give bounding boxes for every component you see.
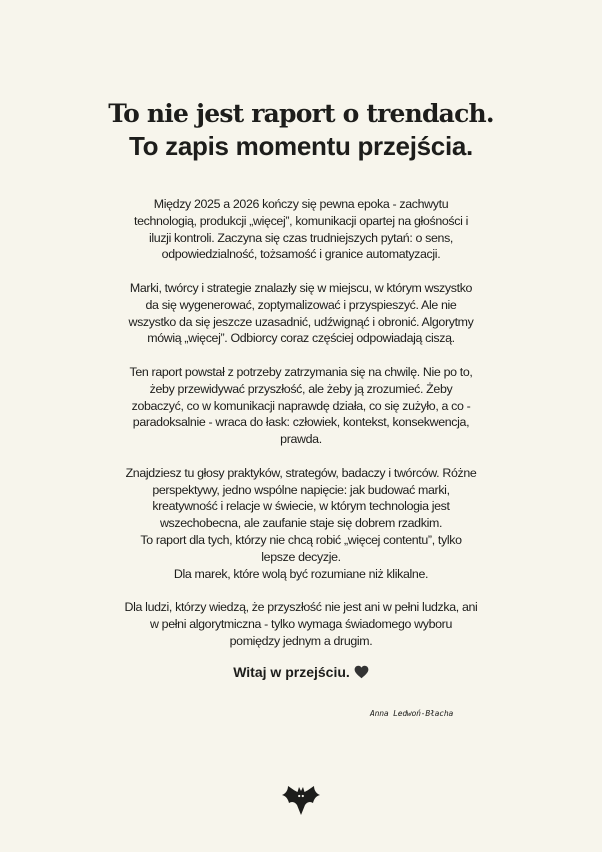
paragraph-line: Między 2025 a 2026 kończy się pewna epoka - zachwytu: [153, 197, 449, 211]
paragraph-line: Dla ludzi, którzy wiedzą, że przyszłość nie jest ani w pełni ludzka, ani: [124, 600, 478, 615]
paragraph-line: perspektywy, jedno wspólne napięcie: jak budować marki,: [152, 482, 450, 497]
paragraph-line: Dla marek, które wolą być rozumiane niż klikalne.: [173, 566, 429, 581]
body-paragraph: [88, 280, 514, 347]
paragraph-line: wszechobecna, ale zaufanie staje się dobrem rzadkim.: [159, 516, 443, 531]
body-paragraph: [88, 196, 514, 263]
author-signature: Anna Ledwoń-Błacha: [370, 709, 454, 718]
paragraph-line: lepsze decyzje.: [261, 549, 341, 564]
title-line-2: To zapis momentu przejścia.: [129, 131, 473, 161]
body-text: [88, 196, 514, 666]
paragraph-line: technologią, produkcji „więcej”, komunikacji opartej na głośności i: [134, 213, 468, 228]
paragraph-line: pomiędzy jednym a drugim.: [229, 633, 373, 648]
paragraph-line: w pełni algorytmiczna - tylko wymaga świadomego wyboru: [149, 616, 452, 631]
bat-logo-icon: [281, 785, 321, 822]
paragraph-line: da się wygenerować, zoptymalizować i przyspieszyć. Ale nie: [145, 297, 457, 312]
paragraph-line: kreatywność i relacje w świecie, w którym technologia jest: [152, 499, 450, 514]
paragraph-line: prawda.: [280, 432, 322, 447]
paragraph-line: zobaczyć, co w komunikacji naprawdę działa, co się zużyło, a co -: [131, 398, 471, 413]
paragraph-line: mówią „więcej”. Odbiorcy coraz częściej odpowiadają ciszą.: [147, 331, 455, 346]
body-paragraph: [88, 364, 514, 448]
title-line-1: To nie jest raport o trendach.: [108, 99, 494, 128]
paragraph-line: iluzji kontroli. Zaczyna się czas trudniejszych pytań: o sens,: [148, 230, 454, 245]
paragraph-line: odpowiedzialność, tożsamość i granice automatyzacji.: [161, 247, 441, 262]
heart-icon: [354, 665, 369, 682]
welcome-text: Witaj w przejściu.: [233, 664, 350, 680]
paragraph-line: Ten raport powstał z potrzeby zatrzymania się na chwilę. Nie po to,: [129, 364, 473, 379]
body-paragraph: [88, 599, 514, 649]
paragraph-line: wszystko da się jeszcze uzasadnić, udźwignąć i obronić. Algorytmy: [128, 314, 474, 329]
paragraph-line: Znajdziesz tu głosy praktyków, strategów, badaczy i twórców. Różne: [125, 465, 477, 480]
paragraph-line: Marki, twórcy i strategie znalazły się w miejscu, w którym wszystko: [129, 280, 473, 295]
paragraph-line: żeby przewidywać przyszłość, ale żeby ją zrozumieć. Żeby: [149, 381, 453, 396]
body-paragraph: [88, 465, 514, 583]
paragraph-line: paradoksalnie - wraca do łask: człowiek, kontekst, konsekwencja,: [132, 415, 470, 430]
paragraph-line: To raport dla tych, którzy nie chcą robić „więcej contentu”, tylko: [140, 532, 462, 547]
welcome-line: [0, 664, 602, 682]
